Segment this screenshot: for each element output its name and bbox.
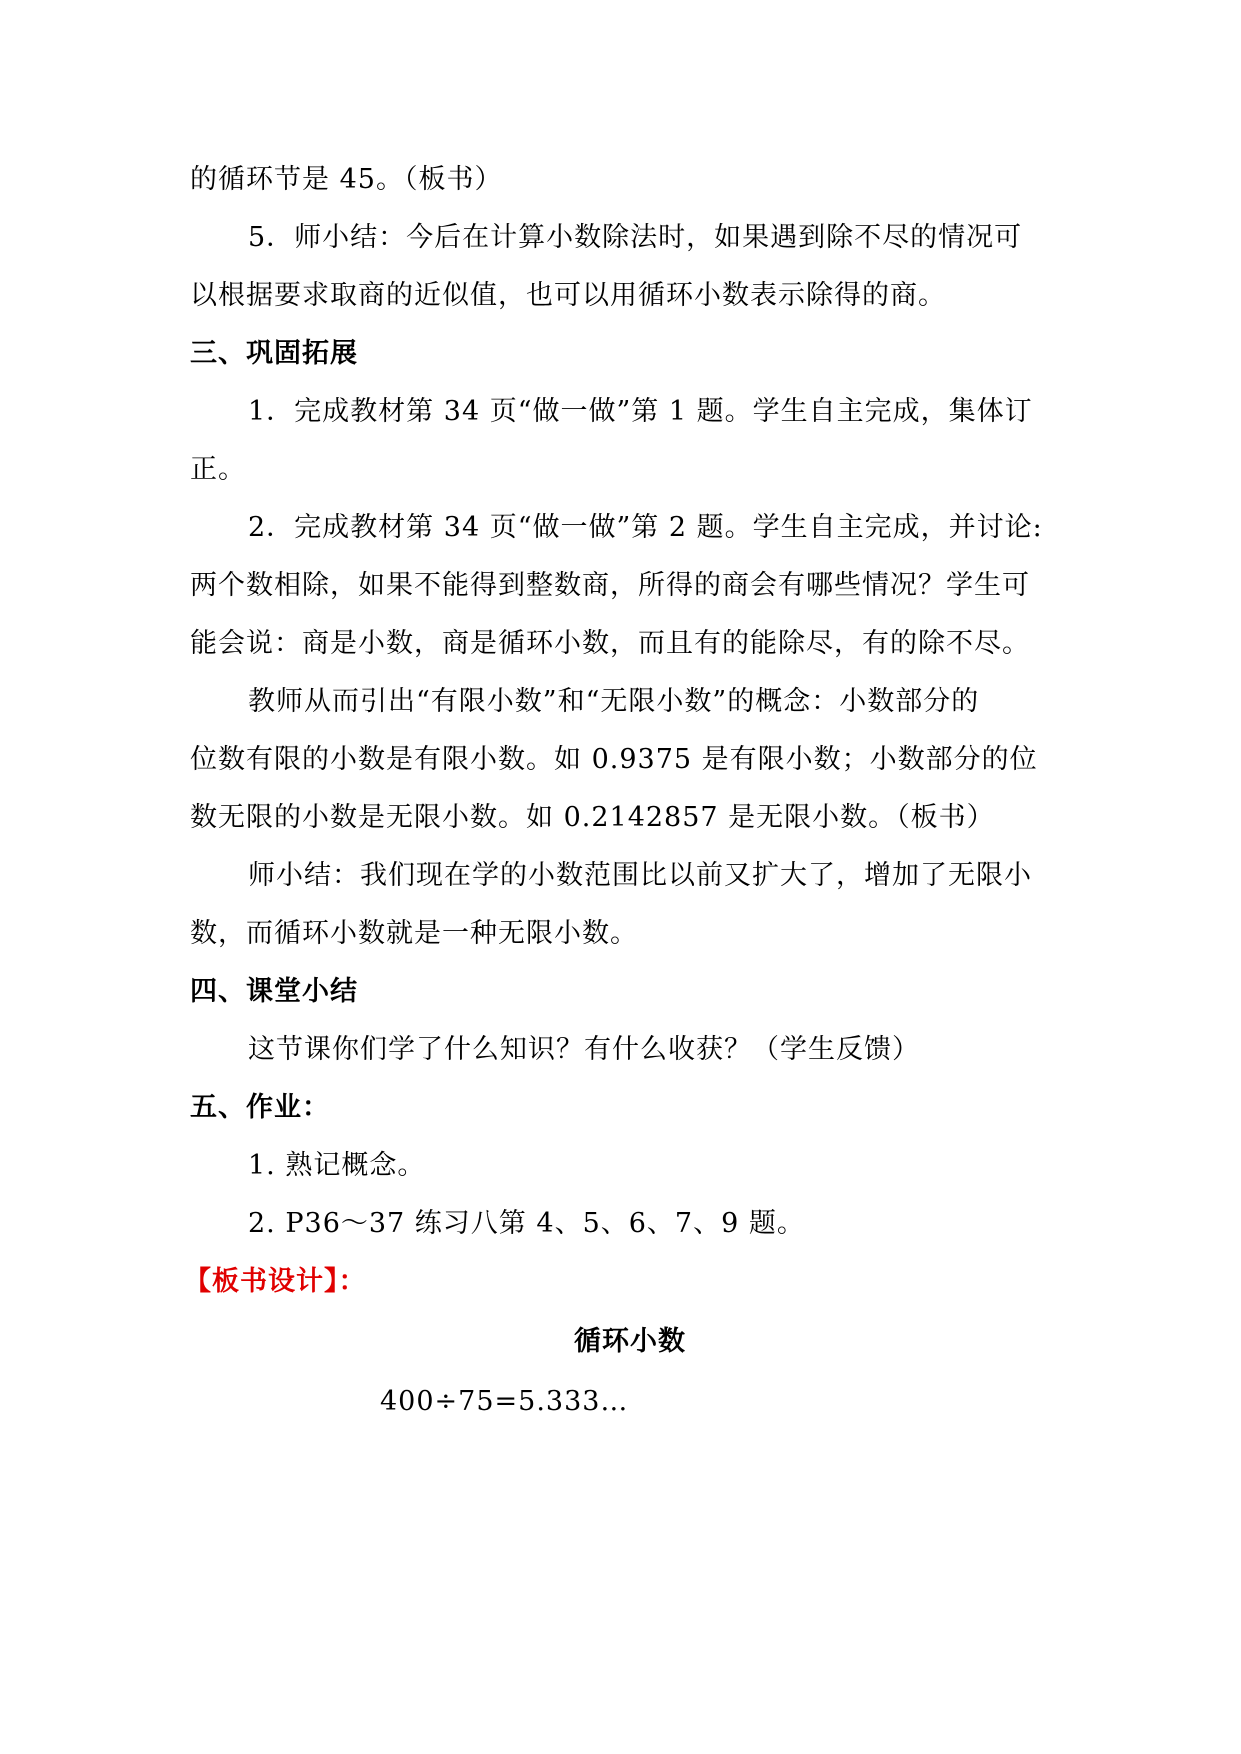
paragraph-line: 2．完成教材第 34 页“做一做”第 2 题。学生自主完成，并讨论: (248, 512, 1043, 543)
paragraph-line: 这节课你们学了什么知识？有什么收获？（学生反馈） (248, 1034, 920, 1065)
section-heading: 五、作业： (190, 1092, 330, 1123)
section-heading: 四、课堂小结 (190, 976, 358, 1007)
section-heading: 三、巩固拓展 (190, 338, 358, 369)
paragraph-line: 以根据要求取商的近似值，也可以用循环小数表示除得的商。 (190, 280, 946, 311)
paragraph-line: 1．完成教材第 34 页“做一做”第 1 题。学生自主完成，集体订 (248, 396, 1033, 427)
paragraph-line: 数，而循环小数就是一种无限小数。 (190, 918, 638, 949)
paragraph-line: 能会说：商是小数，商是循环小数，而且有的能除尽，有的除不尽。 (190, 628, 1030, 659)
board-design-heading: 【板书设计】： (184, 1266, 367, 1297)
board-equation: 400÷75=5.333… (380, 1386, 629, 1417)
paragraph-line: 师小结：我们现在学的小数范围比以前又扩大了，增加了无限小 (248, 860, 1032, 891)
list-item: 2. P36～37 练习八第 4、5、6、7、9 题。 (248, 1208, 805, 1239)
paragraph-line: 位数有限的小数是有限小数。如 0.9375 是有限小数；小数部分的位 (190, 744, 1038, 775)
paragraph-line: 的循环节是 45。（板书） (190, 164, 503, 195)
paragraph-line: 正。 (190, 454, 246, 485)
paragraph-line: 数无限的小数是无限小数。如 0.2142857 是无限小数。（板书） (190, 802, 995, 833)
paragraph-line: 教师从而引出“有限小数”和“无限小数”的概念：小数部分的 (248, 686, 980, 717)
board-title: 循环小数 (574, 1326, 686, 1357)
list-item: 1. 熟记概念。 (248, 1150, 426, 1181)
paragraph-line: 5．师小结：今后在计算小数除法时，如果遇到除不尽的情况可 (248, 222, 1023, 253)
paragraph-line: 两个数相除，如果不能得到整数商，所得的商会有哪些情况？学生可 (190, 570, 1030, 601)
